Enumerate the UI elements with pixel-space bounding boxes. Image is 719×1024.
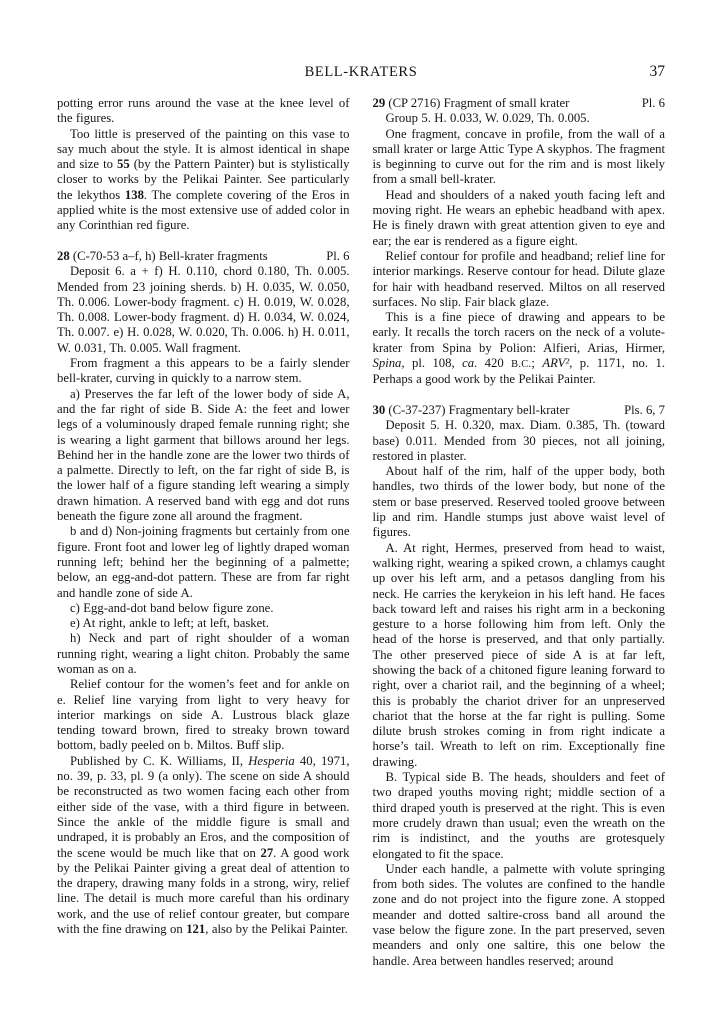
paragraph: About half of the rim, half of the upper body, both handles, two thirds of the lower body, but none of the stem or base preserved. Reserved tooled groove between lip and rim. Handle stumps just above waist level of figures. bbox=[372, 464, 665, 540]
paragraph: Published by C. K. Williams, II, Hesperia 40, 1971, no. 39, p. 33, pl. 9 (a only). The scene on side A should be reconstructed as two women facing each other from either side of the vase, with a third figure in between. Since the ankle of the middle figure is small and undraped, it is probably an Eros, and the composition of the scene would be much like that on 27. A good work by the Pelikai Painter giving a great deal of attention to the drapery, drawing many folds in a strong, wiry, relief line. The detail is much more careful than his ordinary work, and the use of relief contour greater, but compare with the fine drawing on 121, also by the Pelikai Painter. bbox=[57, 753, 350, 937]
paragraph: h) Neck and part of right shoulder of a woman running right, wearing a light chiton. Probably the same woman as on a. bbox=[57, 631, 350, 676]
paragraph: Relief contour for profile and headband; relief line for interior markings. Reserve contour for head. Dilute glaze for hair with headband reserved. Miltos on all reserved surfaces. No slip. Fair black glaze. bbox=[372, 248, 665, 309]
paragraph: b and d) Non-joining fragments but certainly from one figure. Front foot and lower leg of lightly draped woman running left; behind her the beginning of a palmette; below, an egg-and-dot pattern. These are from far right and handle zone of side A. bbox=[57, 524, 350, 600]
entry-title: 28 (C-70-53 a–f, h) Bell-krater fragments bbox=[57, 248, 268, 263]
paragraph: c) Egg-and-dot band below figure zone. bbox=[70, 600, 274, 615]
page-title: BELL-KRATERS bbox=[304, 64, 418, 80]
paragraph: Group 5. H. 0.033, W. 0.029, Th. 0.005. bbox=[385, 111, 590, 126]
italic-text: ca bbox=[462, 356, 475, 371]
italic-text: Spina bbox=[372, 356, 402, 371]
paragraph: potting error runs around the vase at the knee level of the figures. bbox=[57, 96, 350, 126]
paragraph: Head and shoulders of a naked youth facing left and moving right. He wears an ephebic headband with apex. He is finely drawn with great attention given to eye and ear; the ear is rendered as a figure eight. bbox=[372, 187, 665, 248]
entry-number: 30 bbox=[372, 402, 386, 417]
paragraph: This is a fine piece of drawing and appears to be early. It recalls the torch racers on the neck of a volute-krater from Spina by Polion: Alfieri, Arias, Hirmer, Spina, pl. 108, ca. 420 B.C.; ARV², p. 1171, no. 1. Perhaps a good work by the Pelikai Painter. bbox=[372, 310, 665, 387]
italic-text: ARV² bbox=[542, 356, 570, 371]
bold-reference: 138 bbox=[124, 187, 144, 202]
right-column bbox=[373, 96, 666, 969]
paragraph: Deposit 6. a + f) H. 0.110, chord 0.180, Th. 0.005. Mended from 23 joining sherds. b) H. 0.035, W. 0.050, Th. 0.006. Lower-body fragment. c) H. 0.019, W. 0.028, Th. 0.008. Lower-body fragment. d) H. 0.034, W. 0.024, Th. 0.007. e) H. 0.028, W. 0.020, Th. 0.006. h) H. 0.011, W. 0.031, Th. 0.005. Wall fragment. bbox=[57, 264, 350, 355]
italic-text: Hesperia bbox=[248, 753, 295, 768]
entry-title: 29 (CP 2716) Fragment of small krater bbox=[372, 96, 570, 110]
paragraph: Too little is preserved of the painting on this vase to say much about the style. It is almost identical in shape and size to 55 (by the Pattern Painter) but is stylistically closer to works by the Pelikai Painter. See particularly the lekythos 138. The complete covering of the Eros in applied white is the most extensive use of added color in any Corinthian red figure. bbox=[57, 126, 350, 233]
paragraph: A. At right, Hermes, preserved from head to waist, walking right, wearing a spiked crown, a chlamys caught up over his left arm, and a petasos dangling from his neck. He carries the kerykeion in his left hand. He faces back toward left and raises his right arm in a beckoning gesture to a horse following him from left. Only the head of the horse is preserved, and that only partially. The other preserved piece of side A is at far left, showing the back of a chitoned figure leaning forward to right, over a chariot rail, and the beginning of a wheel; this is probably the chariot driver for an unpreserved chariot that the horse at the far right is pulling. Some dilute brush strokes coming in from right indicate a horse’s tail. Wreath to left on rim. Exceptionally fine drawing. bbox=[372, 540, 665, 769]
bold-reference: 121 bbox=[186, 922, 206, 937]
entry-title: 30 (C-37-237) Fragmentary bell-krater bbox=[372, 402, 570, 417]
running-header bbox=[57, 64, 665, 82]
paragraph: B. Typical side B. The heads, shoulders and feet of two draped youths moving right; middle section of a third draped youth is preserved at the right. This is even more crudely drawn than usual; even the wreath on the rim is indistinct, and the youths are grotesquely elongated to fit the space. bbox=[372, 770, 665, 861]
catalog-entry-heading bbox=[373, 96, 666, 111]
paragraph: e) At right, ankle to left; at left, basket. bbox=[70, 616, 269, 631]
bold-reference: 27 bbox=[260, 845, 274, 860]
page-content bbox=[57, 64, 665, 969]
plate-reference: Pl. 6 bbox=[326, 248, 350, 263]
plate-reference: Pls. 6, 7 bbox=[624, 402, 665, 417]
catalog-entry-heading bbox=[373, 403, 666, 418]
catalog-entry-heading bbox=[57, 249, 350, 264]
plate-reference: Pl. 6 bbox=[641, 96, 665, 110]
entry-number: 29 bbox=[372, 96, 386, 110]
paragraph: Under each handle, a palmette with volute springing from both sides. The volutes are confined to the handle zone and do not project into the figure zone. A stopped meander and dotted saltire-cross band all around the vase below the figure zone. In the part preserved, seven meanders and only one saltire, this one below the handle. Area between handles reserved; around bbox=[372, 861, 665, 968]
page-number: 37 bbox=[649, 63, 665, 80]
paragraph: From fragment a this appears to be a fairly slender bell-krater, curving in quickly to a narrow stem. bbox=[57, 356, 350, 386]
paragraph: Deposit 5. H. 0.320, max. Diam. 0.385, Th. (toward base) 0.011. Mended from 30 pieces, not all joining, restored in plaster. bbox=[372, 418, 665, 463]
paragraph: One fragment, concave in profile, from the wall of a small krater or large Attic Type A skyphos. The fragment is beginning to curve out for the rim and is most likely from a small bell-krater. bbox=[372, 126, 665, 187]
paragraph: a) Preserves the far left of the lower body of side A, and the far right of side B. Side A: the feet and lower legs of a voluminously draped female running right; she is wearing a light garment that billows around her legs. Behind her in the handle zone are the lower two thirds of a palmette. Directly to left, on the far right of side B, is the lower half of a figure standing left wearing a simply drawn himation. A reserved band with egg and dot runs beneath the figure zone all around the fragment. bbox=[57, 386, 350, 524]
left-column bbox=[57, 96, 350, 937]
entry-number: 28 bbox=[57, 248, 70, 263]
small-caps-text: B.C. bbox=[511, 359, 532, 371]
paragraph: Relief contour for the women’s feet and for ankle on e. Relief line varying from light to very heavy for interior markings on side A. Lustrous black glaze tending toward brown, fired to streaky brown toward bottom, badly peeled on b. Miltos. Buff slip. bbox=[57, 677, 350, 753]
bold-reference: 55 bbox=[116, 157, 130, 172]
text-columns bbox=[57, 96, 665, 969]
